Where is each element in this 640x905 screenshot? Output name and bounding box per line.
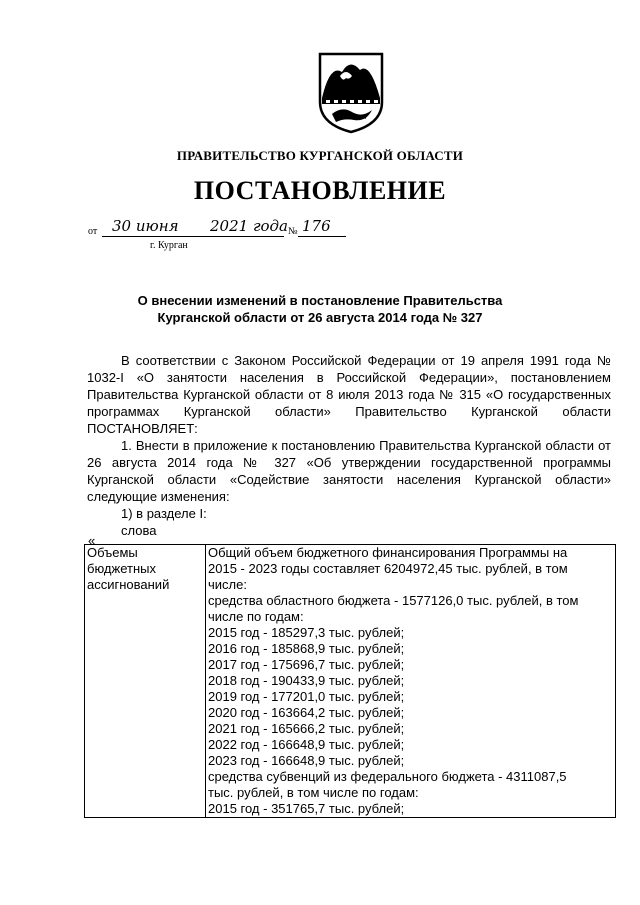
content-line: 2018 год - 190433,9 тыс. рублей; (208, 673, 405, 688)
preamble-paragraph: В соответствии с Законом Российской Федерации от 19 апреля 1991 года № 1032-I «О занятости населения в Российской Федерации», постановлением Правительства Курганской области от 8 июля 2013 года № 315 «О государственных программах Курганской области» Правительство Курганской области ПОСТАНОВЛЯЕТ: (87, 353, 611, 436)
content-line: 2022 год - 166648,9 тыс. рублей; (208, 737, 405, 752)
number-prefix: № (288, 226, 298, 237)
content-line: числе по годам: (208, 609, 304, 624)
year-underline (206, 236, 284, 237)
date-day: 30 июня (112, 217, 179, 235)
date-prefix: от (88, 226, 98, 237)
content-line: 2021 год - 165666,2 тыс. рублей; (208, 721, 405, 736)
subject-line-2: Курганской области от 26 августа 2014 года № 327 (157, 310, 483, 325)
document-body (87, 352, 611, 539)
table-content-cell (206, 545, 616, 818)
coat-of-arms-icon (316, 50, 386, 134)
date-underline (102, 236, 206, 237)
open-quote: « (88, 533, 96, 548)
city: г. Курган (150, 240, 188, 251)
content-line: 2019 год - 177201,0 тыс. рублей; (208, 689, 405, 704)
document-number: 176 (302, 217, 331, 235)
content-line: 2023 год - 166648,9 тыс. рублей; (208, 753, 405, 768)
subject-line-1: О внесении изменений в постановление Правительства (137, 293, 503, 308)
content-line: Общий объем бюджетного финансирования Программы на (208, 545, 568, 560)
content-line: тыс. рублей, в том числе по годам: (208, 785, 419, 800)
table-label-cell (85, 545, 206, 818)
words-paragraph: слова (121, 523, 157, 538)
document-subject (0, 292, 640, 326)
content-line: 2015 год - 185297,3 тыс. рублей; (208, 625, 405, 640)
subitem-1-paragraph: 1) в разделе I: (121, 506, 207, 521)
item-1-paragraph: 1. Внести в приложение к постановлению Правительства Курганской области от 26 августа 2014 года № 327 «Об утверждении государственной программы Курганской области «Содействие занятости населения Курганской области» следующие изменения: (87, 438, 611, 504)
budget-table (84, 544, 616, 818)
date-year: 2021 года (210, 217, 289, 235)
table-row (85, 545, 616, 818)
content-line: 2020 год - 163664,2 тыс. рублей; (208, 705, 405, 720)
government-name: ПРАВИТЕЛЬСТВО КУРГАНСКОЙ ОБЛАСТИ (176, 148, 464, 163)
content-line: 2015 - 2023 годы составляет 6204972,45 тыс. рублей, в том (208, 561, 568, 576)
content-line: числе: (208, 577, 247, 592)
number-underline (298, 236, 346, 237)
document-title: ПОСТАНОВЛЕНИЕ (193, 176, 447, 205)
label-line: ассигнований (87, 577, 170, 592)
date-line (88, 217, 388, 260)
content-line: 2015 год - 351765,7 тыс. рублей; (208, 801, 405, 816)
content-line: 2017 год - 175696,7 тыс. рублей; (208, 657, 405, 672)
content-line: средства областного бюджета - 1577126,0 тыс. рублей, в том (208, 593, 579, 608)
content-line: средства субвенций из федерального бюджета - 4311087,5 (208, 769, 567, 784)
label-line: Объемы (87, 545, 138, 560)
content-line: 2016 год - 185868,9 тыс. рублей; (208, 641, 405, 656)
label-line: бюджетных (87, 561, 156, 576)
